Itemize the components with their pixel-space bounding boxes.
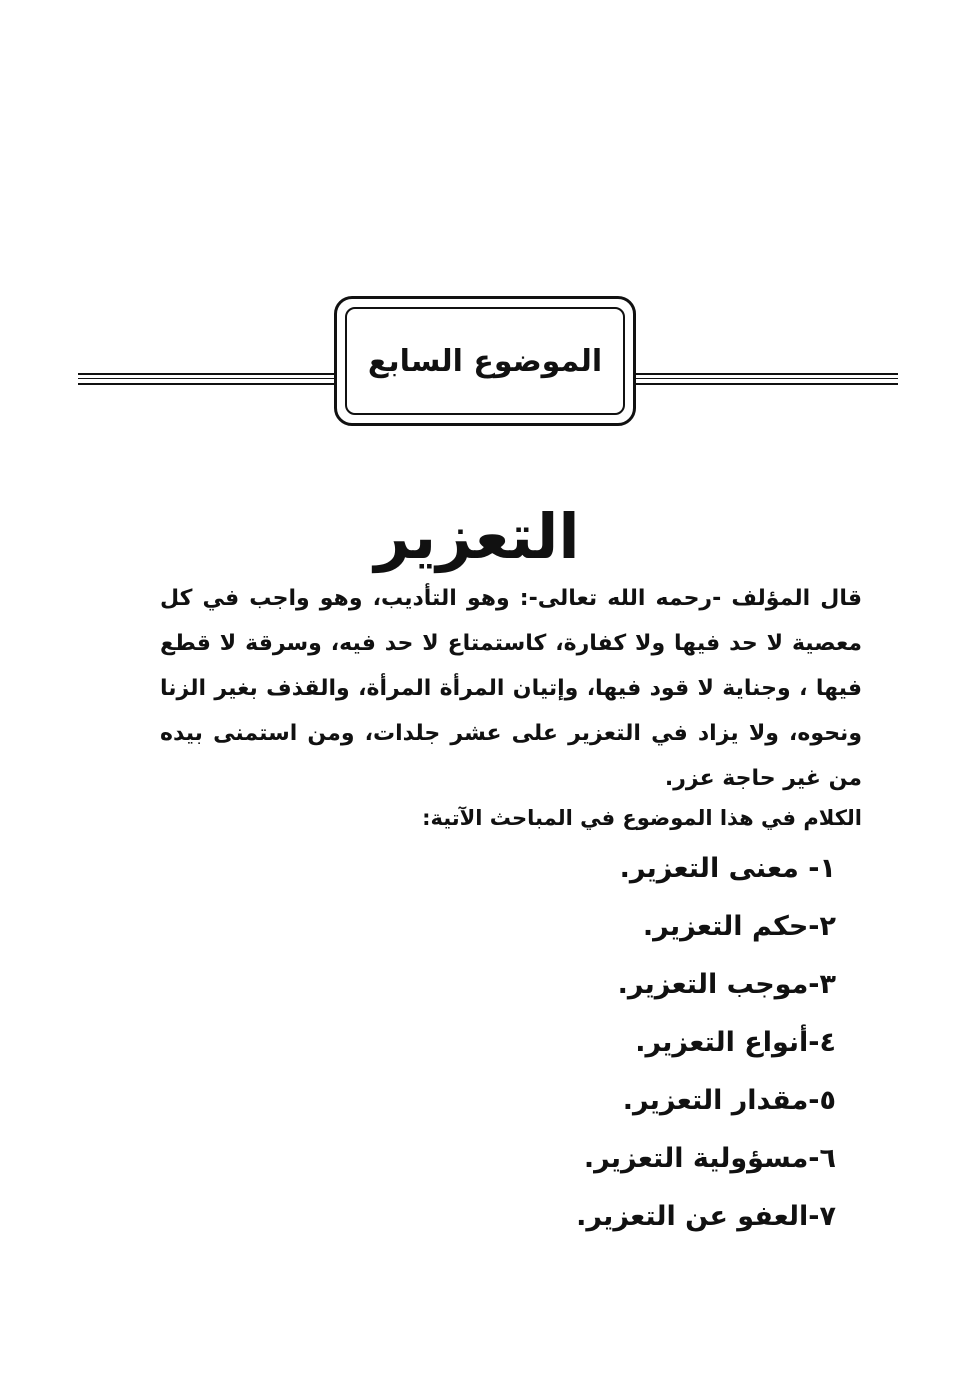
list-item: ٥-مقدار التعزير. [622,1085,836,1116]
topic-frame-inner [345,307,625,415]
topics-list [416,840,836,1246]
list-item: ٦-مسؤولية التعزير. [583,1143,836,1174]
list-item: ٣-موجب التعزير. [617,969,836,1000]
page-title: التعزير [374,500,580,573]
lead-sentence: الكلام في هذا الموضوع في المباحث الآتية: [422,806,862,830]
header-rule-left [78,373,334,385]
topic-frame [334,296,636,426]
list-item: ١- معنى التعزير. [619,853,836,884]
intro-paragraph: قال المؤلف -رحمه الله تعالى-: وهو التأديب، وهو واجب في كل معصية لا حد فيها ولا كفارة، كاستمتاع لا حد فيه، وسرقة لا قطع فيها ، وجناية لا قود فيها، وإتيان المرأة المرأة، والقذف بغير الزنا ونحوه، ولا يزاد في التعزير على عشر جلدات، ومن استمنى بيده من غير حاجة عزر. [160,586,862,791]
topic-label: الموضوع السابع [367,343,603,379]
list-item: ٢-حكم التعزير. [642,911,836,942]
header-rule-right [636,373,898,385]
list-item: ٧-العفو عن التعزير. [576,1201,836,1232]
list-item: ٤-أنواع التعزير. [635,1027,836,1058]
